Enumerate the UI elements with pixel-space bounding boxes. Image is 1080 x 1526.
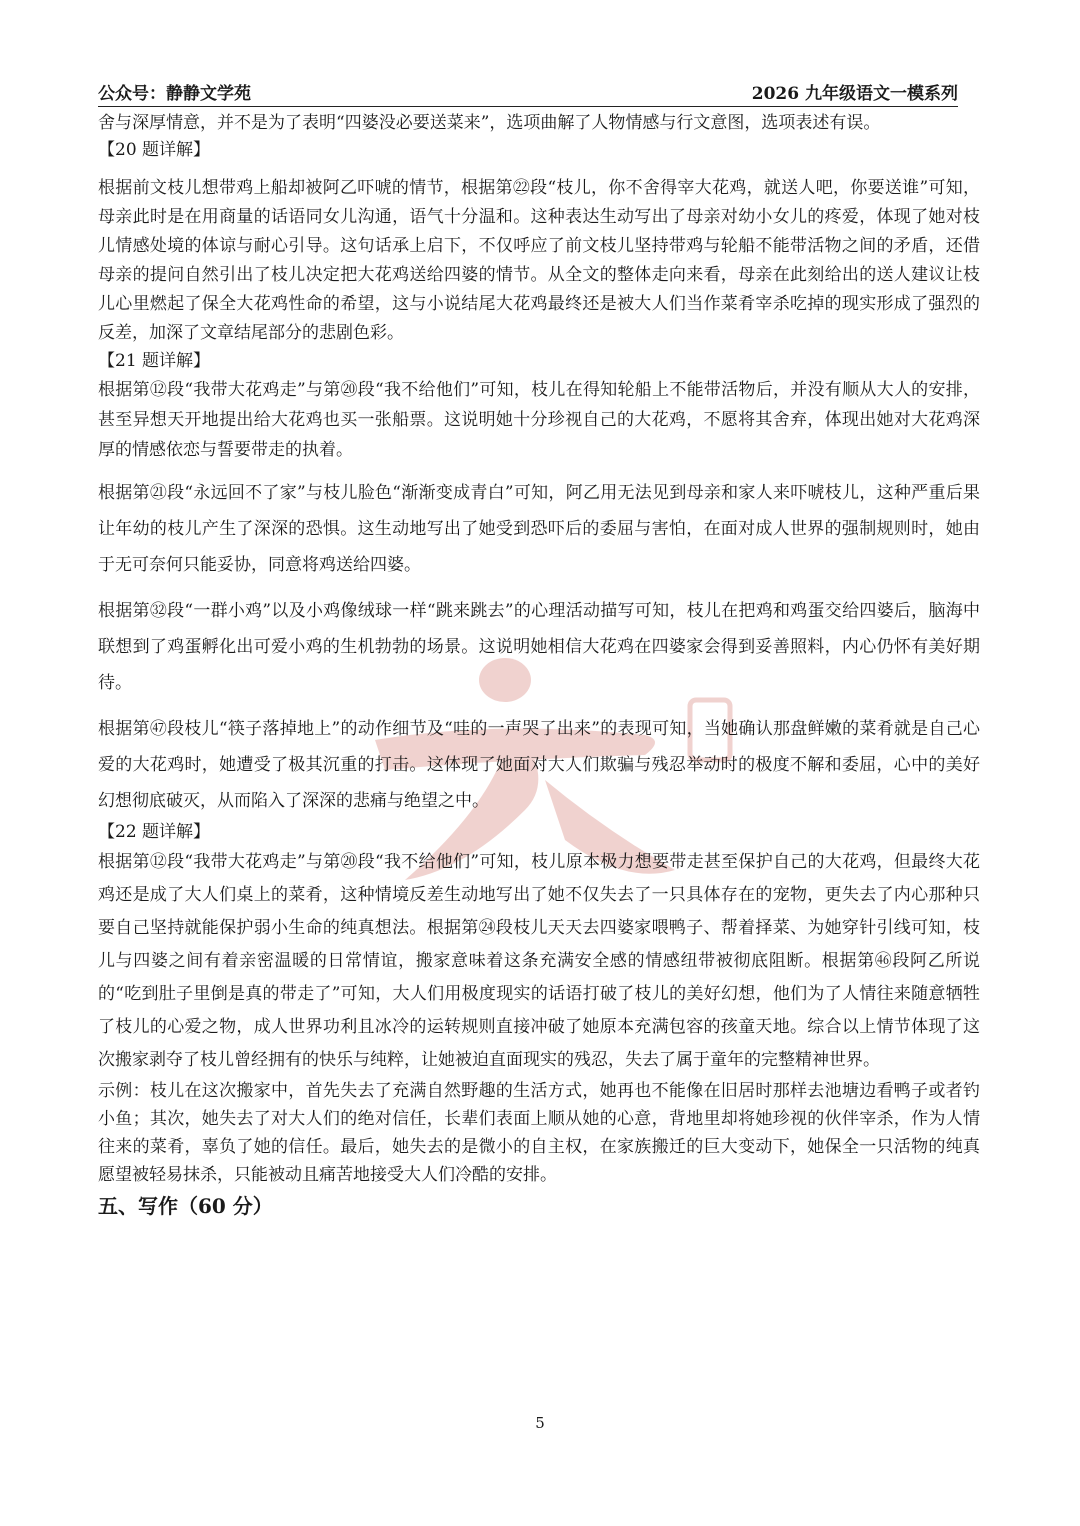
- page-header: [98, 78, 958, 107]
- q20-paragraph-1: 根据前文枝儿想带鸡上船却被阿乙吓唬的情节，根据第㉒段“枝儿，你不舍得宰大花鸡，就送人吧，你要送谁”可知，母亲此时是在用商量的话语同女儿沟通，语气十分温和。这种表达生动写出了母亲对幼小女儿的疼爱，体现了她对枝儿情感处境的体谅与耐心引导。这句话承上启下，不仅呼应了前文枝儿坚持带鸡与轮船不能带活物之间的矛盾，还借母亲的提问自然引出了枝儿决定把大花鸡送给四婆的情节。从全文的整体走向来看，母亲在此刻给出的送人建议让枝儿心里燃起了保全大花鸡性命的希望，这与小说结尾大花鸡最终还是被大人们当作菜肴宰杀吃掉的现实形成了强烈的反差，加深了文章结尾部分的悲剧色彩。: [98, 178, 980, 343]
- q21-paragraph-2: 根据第㉑段“永远回不了家”与枝儿脸色“渐渐变成青白”可知，阿乙用无法见到母亲和家人来吓唬枝儿，这种严重后果让年幼的枝儿产生了深深的恐惧。这生动地写出了她受到恐吓后的委屈与害怕，在面对成人世界的强制规则时，她由于无可奈何只能妥协，同意将鸡送给四婆。: [98, 483, 980, 575]
- q21-heading: 【21 题详解】: [98, 351, 211, 371]
- document-body: [98, 110, 980, 1221]
- q21-paragraph-3: 根据第㉜段“一群小鸡”以及小鸡像绒球一样“跳来跳去”的心理活动描写可知，枝儿在把鸡和鸡蛋交给四婆后，脑海中联想到了鸡蛋孵化出可爱小鸡的生机勃勃的场景。这说明她相信大花鸡在四婆家会得到妥善照料，内心仍怀有美好期待。: [98, 601, 980, 693]
- q22-heading: 【22 题详解】: [98, 822, 211, 842]
- header-left: 公众号：静静文学苑: [98, 84, 251, 104]
- intro-paragraph: 舍与深厚情意，并不是为了表明“四婆没必要送菜来”，选项曲解了人物情感与行文意图，选项表述有误。: [98, 113, 881, 133]
- q21-paragraph-1: 根据第⑫段“我带大花鸡走”与第⑳段“我不给他们”可知，枝儿在得知轮船上不能带活物后，并没有顺从大人的安排，甚至异想天开地提出给大花鸡也买一张船票。这说明她十分珍视自己的大花鸡，不愿将其舍弃，体现出她对大花鸡深厚的情感依恋与誓要带走的执着。: [98, 380, 980, 460]
- q22-paragraph-1: 根据第⑫段“我带大花鸡走”与第⑳段“我不给他们”可知，枝儿原本极力想要带走甚至保护自己的大花鸡，但最终大花鸡还是成了大人们桌上的菜肴，这种情境反差生动地写出了她不仅失去了一只具体存在的宠物，更失去了内心那种只要自己坚持就能保护弱小生命的纯真想法。根据第㉔段枝儿天天去四婆家喂鸭子、帮着择菜、为她穿针引线可知，枝儿与四婆之间有着亲密温暖的日常情谊，搬家意味着这条充满安全感的情感纽带被彻底阻断。根据第㊻段阿乙所说的“吃到肚子里倒是真的带走了”可知，大人们用极度现实的话语打破了枝儿的美好幻想，他们为了人情往来随意牺牲了枝儿的心爱之物，成人世界功利且冰冷的运转规则直接冲破了她原本充满包容的孩童天地。综合以上情节体现了这次搬家剥夺了枝儿曾经拥有的快乐与纯粹，让她被迫直面现实的残忍，失去了属于童年的完整精神世界。: [98, 852, 980, 1070]
- section-5-heading: 五、写作（60 分）: [98, 1194, 273, 1218]
- header-right: 2026 九年级语文一模系列: [751, 84, 958, 104]
- page-number: 5: [535, 1414, 545, 1432]
- q20-heading: 【20 题详解】: [98, 140, 211, 160]
- q22-example: 示例：枝儿在这次搬家中，首先失去了充满自然野趣的生活方式，她再也不能像在旧居时那样去池塘边看鸭子或者钓小鱼；其次，她失去了对大人们的绝对信任，长辈们表面上顺从她的心意，背地里却将她珍视的伙伴宰杀，作为人情往来的菜肴，辜负了她的信任。最后，她失去的是微小的自主权，在家族搬迁的巨大变动下，她保全一只活物的纯真愿望被轻易抹杀，只能被动且痛苦地接受大人们冷酷的安排。: [98, 1081, 980, 1185]
- q21-paragraph-4: 根据第㊼段枝儿“筷子落掉地上”的动作细节及“哇的一声哭了出来”的表现可知，当她确认那盘鲜嫩的菜肴就是自己心爱的大花鸡时，她遭受了极其沉重的打击。这体现了她面对大人们欺骗与残忍举动时的极度不解和委屈，心中的美好幻想彻底破灭，从而陷入了深深的悲痛与绝望之中。: [98, 719, 980, 811]
